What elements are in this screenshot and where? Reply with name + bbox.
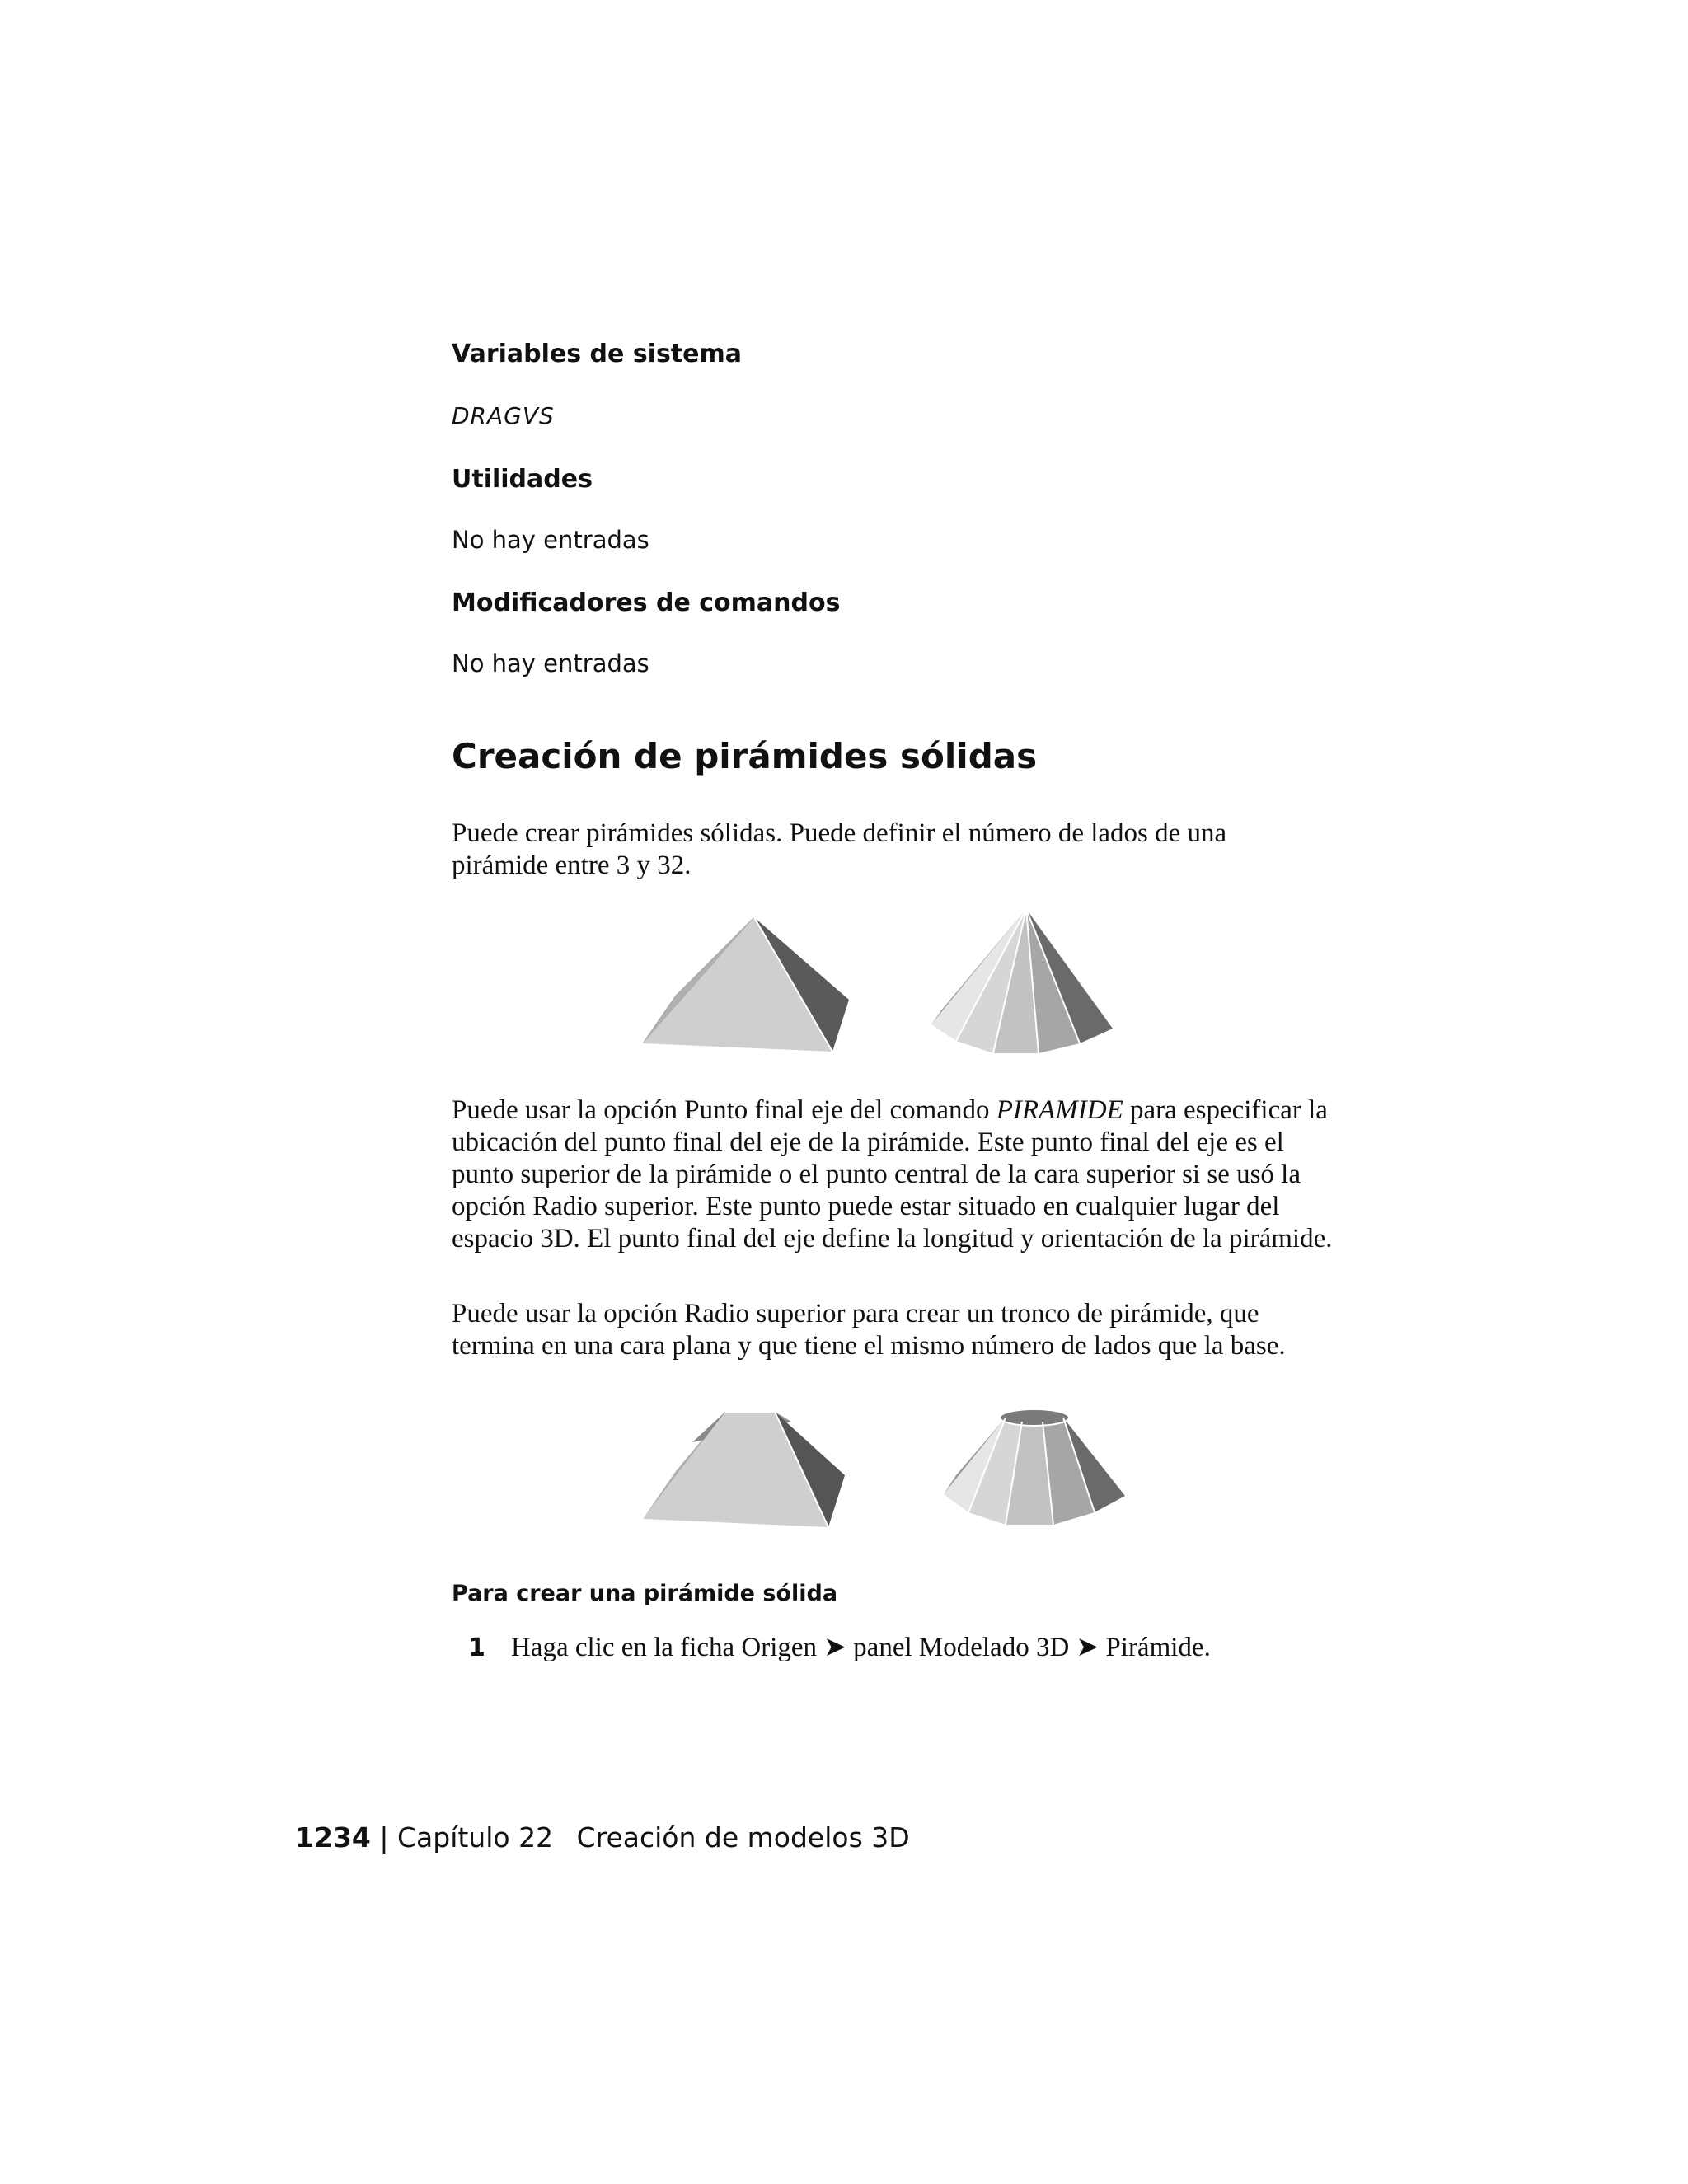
para1-text-before: Puede usar la opción Punto final eje del comando bbox=[452, 1095, 996, 1125]
command-name: PIRAMIDE bbox=[996, 1095, 1123, 1125]
pyramid-figure bbox=[643, 905, 1137, 1070]
system-variables-section bbox=[452, 340, 1342, 368]
page-footer bbox=[295, 1821, 1284, 1854]
octagonal-frustum-icon bbox=[944, 1409, 1125, 1525]
page-title: Creación de pirámides sólidas bbox=[452, 736, 1038, 776]
utilities-value: No hay entradas bbox=[452, 526, 649, 554]
utilities-value-block bbox=[452, 526, 1342, 554]
utilities-section bbox=[452, 465, 1342, 494]
para1-block bbox=[452, 1094, 1342, 1255]
chapter-label: Capítulo 22 bbox=[396, 1821, 554, 1854]
main-heading-block bbox=[452, 736, 1342, 776]
frustum-figure bbox=[643, 1397, 1137, 1537]
procedure-step bbox=[468, 1630, 1342, 1663]
para2-block bbox=[452, 1298, 1342, 1362]
top-radius-paragraph: Puede usar la opción Radio superior para crear un tronco de pirámide, que termina en una cara plana y que tiene el mismo número de lados que la base. bbox=[452, 1299, 1286, 1361]
procedure-block bbox=[452, 1581, 1342, 1606]
footer-separator: | bbox=[379, 1821, 389, 1854]
command-modifiers-section bbox=[452, 588, 1342, 617]
four-sided-frustum-icon bbox=[643, 1412, 845, 1527]
four-sided-pyramid-icon bbox=[643, 917, 849, 1052]
system-variables-heading: Variables de sistema bbox=[452, 340, 743, 368]
intro-paragraph: Puede crear pirámides sólidas. Puede definir el número de lados de una pirámide entre 3 y 32. bbox=[452, 818, 1227, 880]
procedure-title: Para crear una pirámide sólida bbox=[452, 1581, 838, 1606]
para1-text-after: para especificar la ubicación del punto final del eje de la pirámide. Este punto final del eje es el punto superior de la pirámide o el punto central de la cara superior si se usó la opción Radio superior. Este punto puede estar situado en cualquier lugar del espacio 3D. El punto final del eje define la longitud y orientación de la pirámide. bbox=[452, 1095, 1333, 1254]
system-variables-value: DRAGVS bbox=[452, 402, 555, 429]
intro-block bbox=[452, 818, 1325, 882]
command-modifiers-value-block bbox=[452, 649, 1342, 677]
utilities-heading: Utilidades bbox=[452, 465, 593, 494]
chapter-title: Creación de modelos 3D bbox=[576, 1821, 910, 1854]
axis-endpoint-paragraph bbox=[452, 1094, 1342, 1255]
system-variables-value-block bbox=[452, 402, 1342, 429]
page-number: 1234 bbox=[295, 1821, 371, 1854]
octagonal-pyramid-icon bbox=[931, 909, 1113, 1053]
command-modifiers-value: No hay entradas bbox=[452, 649, 649, 677]
step-text: Haga clic en la ficha Origen ➤ panel Modelado 3D ➤ Pirámide. bbox=[510, 1633, 1211, 1662]
step-number: 1 bbox=[468, 1633, 485, 1662]
command-modifiers-heading: Modificadores de comandos bbox=[452, 588, 841, 617]
